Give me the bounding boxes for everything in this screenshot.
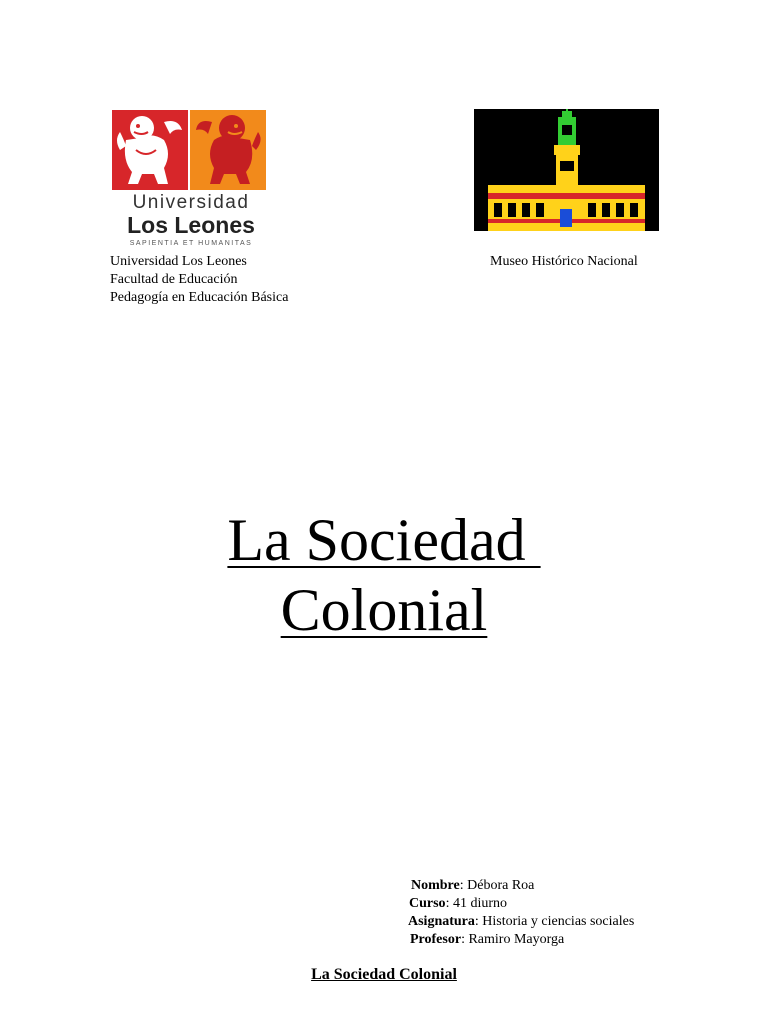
info-value: Débora Roa <box>467 878 535 893</box>
university-info <box>110 253 288 307</box>
university-logo <box>112 110 270 250</box>
title-line-1: La Sociedad <box>227 507 541 573</box>
lion-red-icon <box>190 110 266 190</box>
info-label: Nombre <box>411 878 460 893</box>
info-label: Profesor <box>410 932 462 947</box>
lion-white-icon <box>112 110 188 190</box>
student-info <box>408 877 634 949</box>
museum-building-image <box>474 109 659 231</box>
title-line-2: Colonial <box>280 577 488 643</box>
document-title <box>0 505 768 645</box>
faculty-name: Facultad de Educación <box>110 272 238 287</box>
info-row-asignatura: Asignatura: Historia y ciencias sociales <box>408 914 635 929</box>
museum-label: Museo Histórico Nacional <box>490 254 638 269</box>
info-row-curso: Curso: 41 diurno <box>409 896 508 911</box>
info-row-nombre: Nombre: Débora Roa <box>411 878 535 893</box>
section-heading: La Sociedad Colonial <box>311 966 457 983</box>
logo-text-universidad: Universidad <box>132 192 250 213</box>
logo-motto: SAPIENTIA ET HUMANITAS <box>129 240 253 247</box>
university-name: Universidad Los Leones <box>110 254 247 269</box>
info-value: Ramiro Mayorga <box>468 932 565 947</box>
info-value: Historia y ciencias sociales <box>482 914 635 929</box>
info-value: 41 diurno <box>452 896 508 911</box>
info-label: Curso <box>409 896 446 911</box>
program-name: Pedagogía en Educación Básica <box>110 290 289 305</box>
logo-text-los-leones: Los Leones <box>127 212 255 238</box>
info-label: Asignatura <box>408 914 475 929</box>
info-row-profesor: Profesor: Ramiro Mayorga <box>410 932 565 947</box>
